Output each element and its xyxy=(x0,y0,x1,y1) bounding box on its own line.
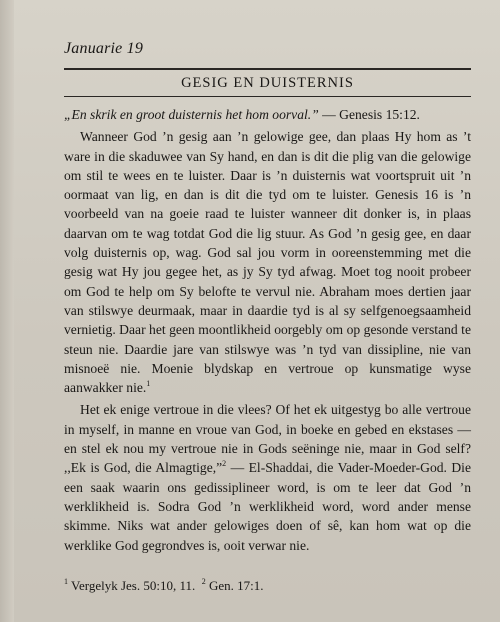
footnotes xyxy=(64,578,471,594)
epigraph-quote: „En skrik en groot duisternis het hom oorval.” xyxy=(64,107,319,122)
paragraph-2 xyxy=(64,400,471,554)
footnote-2-text: Gen. 17:1. xyxy=(205,578,264,593)
footnote-1-mark: 1 xyxy=(64,576,68,586)
footnote-ref-1: 1 xyxy=(146,378,151,388)
epigraph-reference: — Genesis 15:12. xyxy=(318,107,420,122)
page-title: GESIG EN DUISTERNIS xyxy=(181,75,354,91)
page-spine-shadow xyxy=(0,0,14,622)
footnote-ref-2: 2 xyxy=(222,458,227,468)
page-date: Januarie 19 xyxy=(64,40,144,57)
devotional-text xyxy=(64,105,471,558)
footnote-1-text: Vergelyk Jes. 50:10, 11. xyxy=(68,578,196,593)
epigraph xyxy=(64,105,471,124)
paragraph-2-text-b: — El-Shaddai, die Vader-Moeder-God. Die een saak waarin ons gedissiplineer word, is om te leer dat God ’n werklikheid is. Sodra God ’n werklikheid word, word ander mense skimme. Niks wat ander gelowiges doen of sê, kan hom wat op die werklike God gegrondves is, ooit verwar nie. xyxy=(64,460,471,553)
paragraph-1 xyxy=(64,127,471,397)
paragraph-2-text-a: Het ek enige vertroue in die vlees? Of het ek uitgestyg bo alle vertroue in myself, in manne en vroue van God, in boeke en gebed en ekstases — en stel ek nou my vertroue nie in Gods seëninge nie, maar in God self? ,,Ek is God, die Almagtige,” xyxy=(64,402,471,476)
footnote-2-mark: 2 xyxy=(201,576,206,586)
paragraph-1-text: Wanneer God ’n gesig aan ’n gelowige gee, dan plaas Hy hom as ’t ware in die skaduwee van Sy hand, en dan is dit die plig van die gelowige om stil te wees en te luister. Daar is ’n duisternis wat voortspruit uit ’n oormaat van lig, en dan is dit die tyd om te luister. Genesis 16 is ’n voorbeeld van na goeie raad te luister wanneer dit donker is, in plaas daarvan om te wag totdat God die lig stuur. As God ’n gesig gee, en daar volg duisternis op, wag. God sal jou vorm in ooreenstemming met die gesig wat Hy jou gegee het, as jy Sy tyd afwag. Moet tog nooit probeer om God te help om Sy belofte te vervul nie. Abraham moes dertien jaar van stilswye deurmaak, maar in daardie tyd is al sy selfgenoegsaamheid vernietig. Daar het geen moontlikheid oorgebly om op gesonde verstand te steun nie. Daardie jare van stilswye was ’n tyd van dissipline, nie van misnoeë nie. Moenie blydskap en vertroue op kunsmatige wyse aanwakker nie. xyxy=(64,129,471,396)
heading-rule-top xyxy=(64,68,471,70)
heading-rule-bottom xyxy=(64,96,471,97)
